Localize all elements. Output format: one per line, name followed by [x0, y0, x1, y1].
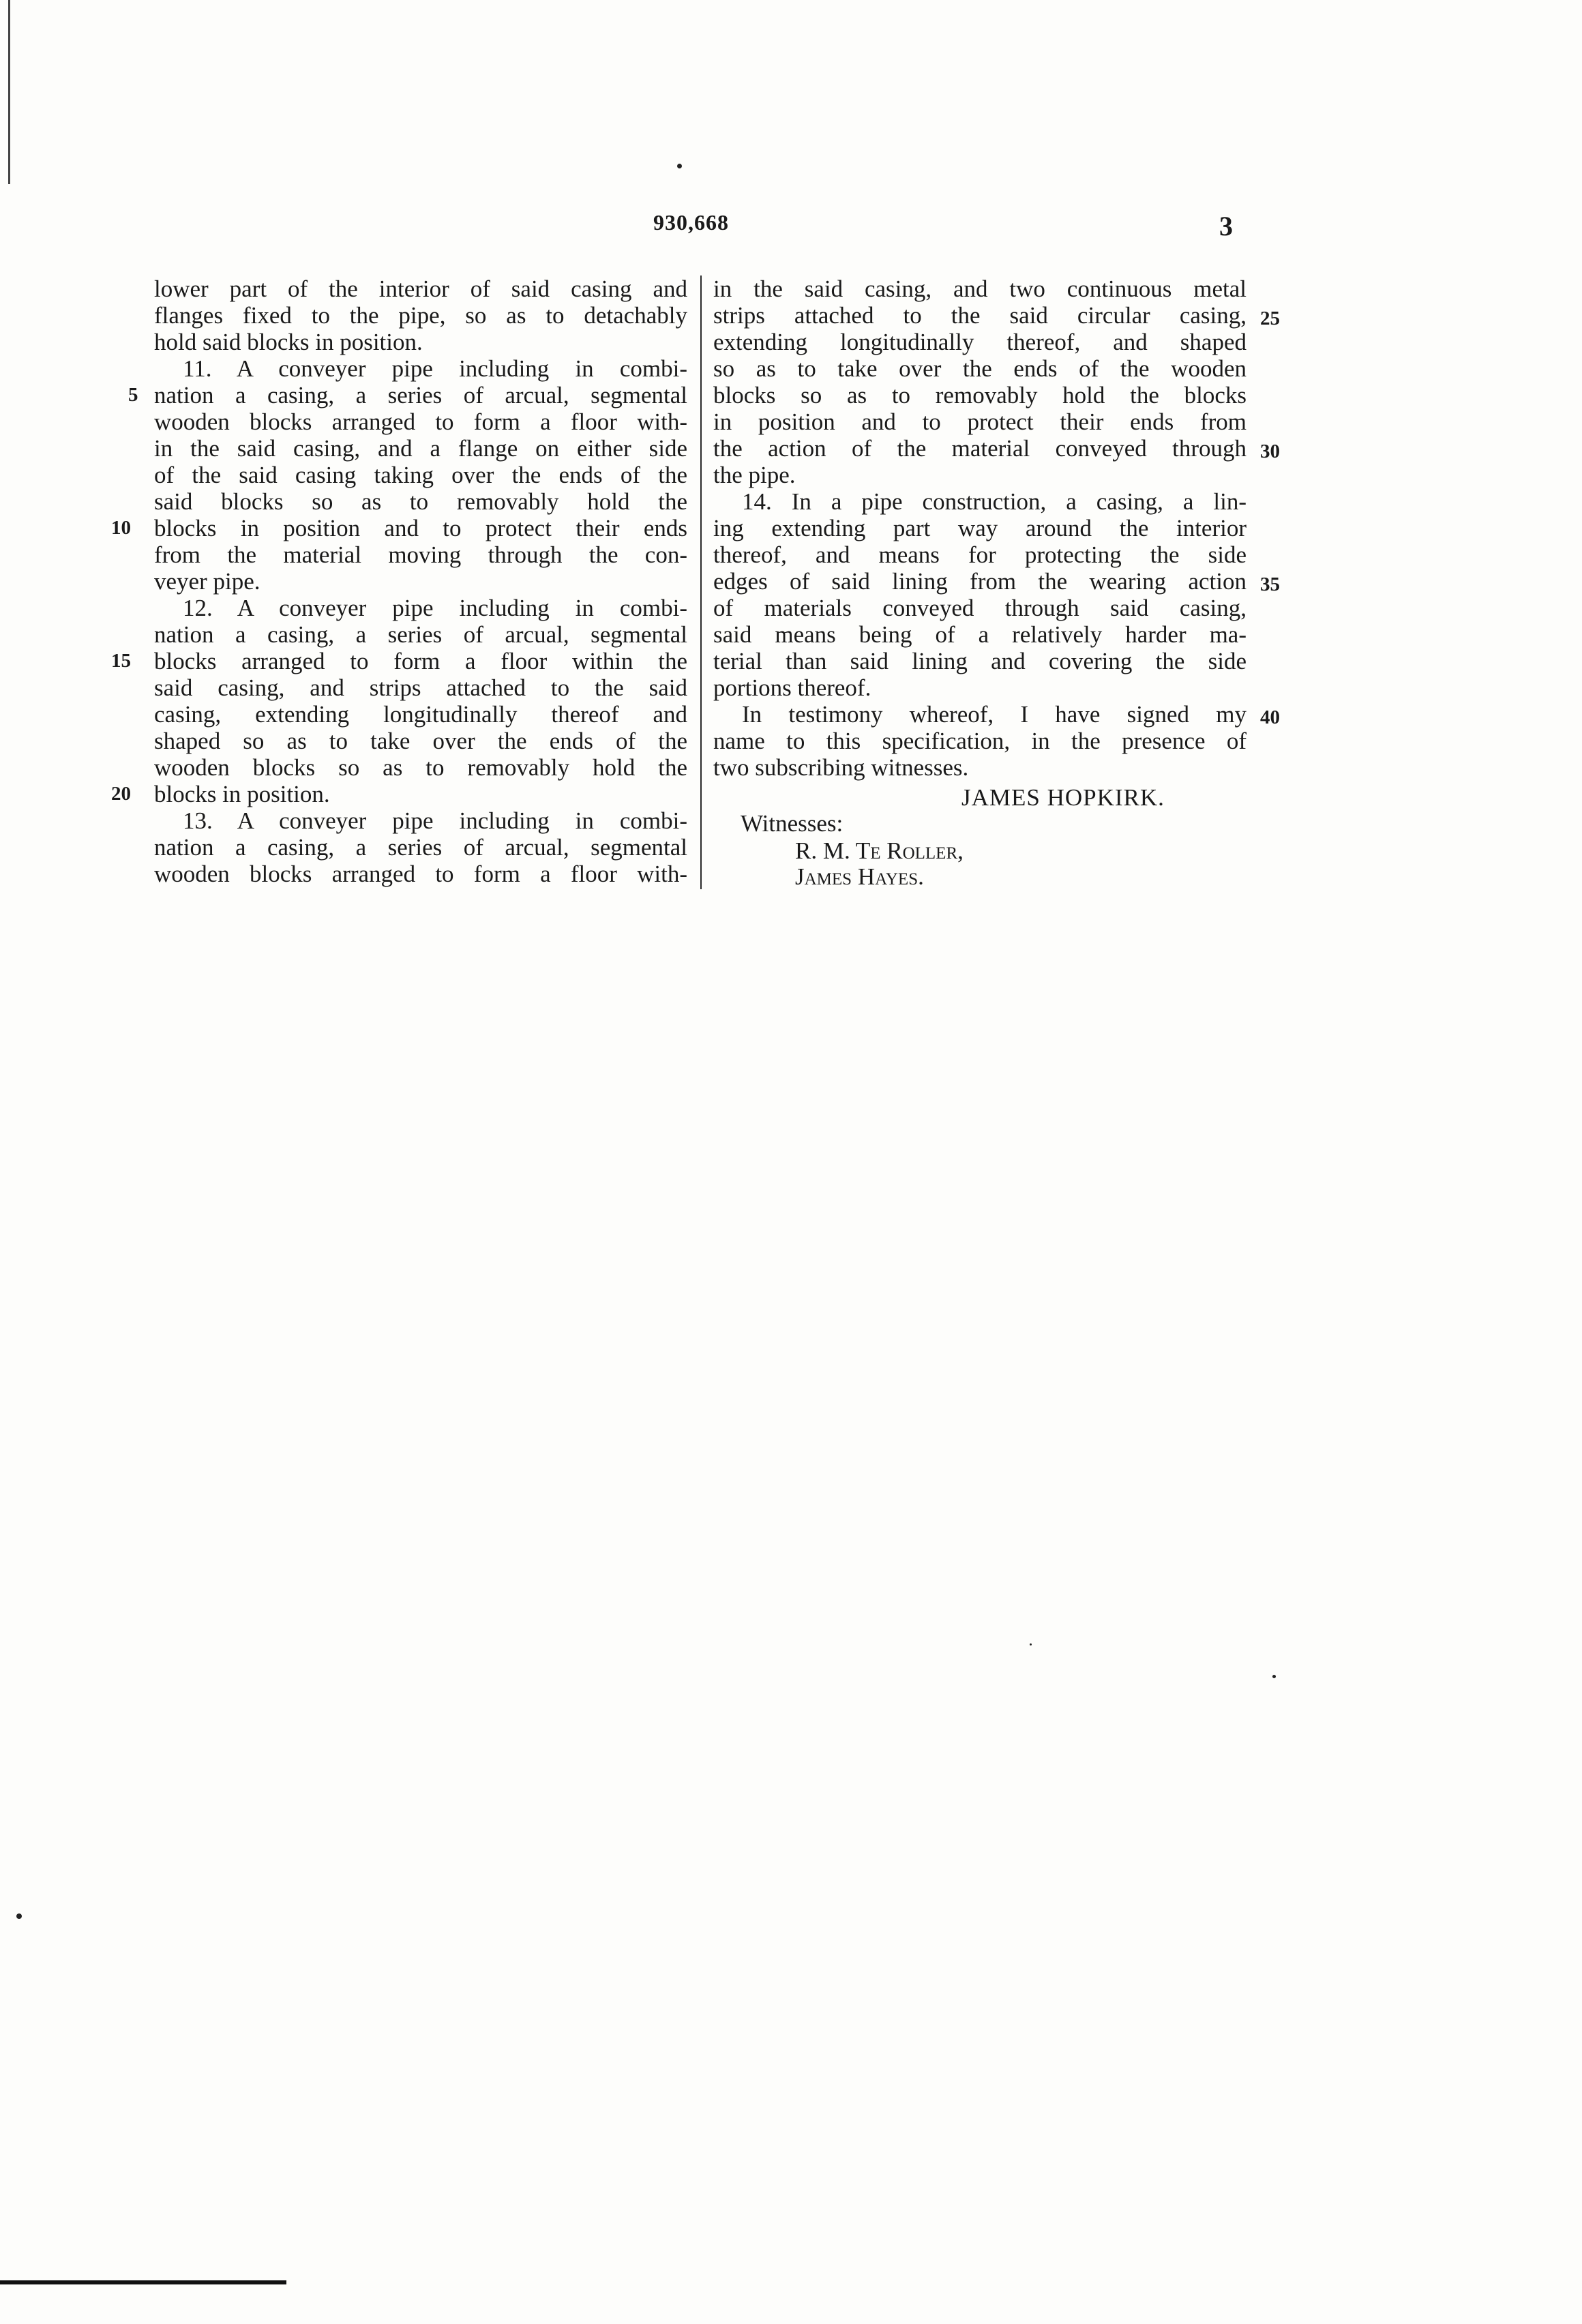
text-line: shaped so as to take over the ends of the	[154, 728, 687, 754]
scan-speck	[1272, 1675, 1276, 1678]
text-line: in position and to protect their ends from	[713, 408, 1247, 435]
text-line: said blocks so as to removably hold the	[154, 488, 687, 515]
inventor-signature: JAMES HOPKIRK.	[961, 784, 1165, 811]
line-number: 25	[1260, 308, 1280, 329]
text-line: blocks arranged to form a floor within the	[154, 648, 687, 674]
text-line: name to this specification, in the presence of	[713, 728, 1247, 754]
line-number: 15	[111, 650, 131, 672]
claim-start-line: 13. A conveyer pipe including in combi-	[183, 807, 687, 834]
text-line: nation a casing, a series of arcual, segmental	[154, 382, 687, 408]
text-line: blocks so as to removably hold the blocks	[713, 382, 1247, 408]
text-line: so as to take over the ends of the wooden	[713, 355, 1247, 382]
witness-name: R. M. Te Roller,	[795, 837, 964, 864]
text-line: terial than said lining and covering the side	[713, 648, 1247, 674]
line-number: 35	[1260, 573, 1280, 595]
text-line: blocks in position.	[154, 781, 330, 807]
scan-speck	[677, 164, 682, 168]
witness-name: James Hayes.	[795, 863, 924, 890]
testimony-start-line: In testimony whereof, I have signed my	[742, 701, 1247, 728]
text-line: veyer pipe.	[154, 568, 260, 595]
text-line: hold said blocks in position.	[154, 329, 423, 355]
text-line: two subscribing witnesses.	[713, 754, 969, 781]
text-line: wooden blocks arranged to form a floor with-	[154, 408, 687, 435]
text-line: wooden blocks arranged to form a floor with-	[154, 861, 687, 887]
scan-speck	[1030, 1643, 1032, 1645]
text-line: lower part of the interior of said casing and	[154, 275, 687, 302]
text-line: in the said casing, and two continuous metal	[713, 275, 1247, 302]
text-line: nation a casing, a series of arcual, segmental	[154, 621, 687, 648]
text-line: ing extending part way around the interior	[713, 515, 1247, 541]
text-line: in the said casing, and a flange on either side	[154, 435, 687, 462]
claim-start-line: 14. In a pipe construction, a casing, a lin-	[742, 488, 1247, 515]
line-number: 30	[1260, 441, 1280, 462]
patent-number: 930,668	[653, 210, 729, 235]
text-line: extending longitudinally thereof, and shaped	[713, 329, 1247, 355]
claim-start-line: 11. A conveyer pipe including in combi-	[183, 355, 687, 382]
page-number: 3	[1219, 211, 1233, 241]
text-line: thereof, and means for protecting the side	[713, 541, 1247, 568]
text-line: of materials conveyed through said casing,	[713, 595, 1247, 621]
text-line: said casing, and strips attached to the said	[154, 674, 687, 701]
line-number: 10	[111, 517, 131, 539]
text-line: flanges fixed to the pipe, so as to detachably	[154, 302, 687, 329]
left-column	[154, 275, 687, 887]
line-number: 5	[128, 384, 138, 406]
text-line: nation a casing, a series of arcual, segmental	[154, 834, 687, 861]
text-line: blocks in position and to protect their ends	[154, 515, 687, 541]
text-line: wooden blocks so as to removably hold the	[154, 754, 687, 781]
line-number: 20	[111, 783, 131, 805]
text-line: edges of said lining from the wearing action	[713, 568, 1247, 595]
right-column	[713, 275, 1247, 781]
scan-edge-mark	[8, 0, 10, 184]
scan-speck	[16, 1913, 22, 1919]
text-line: from the material moving through the con-	[154, 541, 687, 568]
text-line: the action of the material conveyed through	[713, 435, 1247, 462]
text-line: the pipe.	[713, 462, 796, 488]
text-line: casing, extending longitudinally thereof and	[154, 701, 687, 728]
line-number: 40	[1260, 706, 1280, 728]
bottom-rule	[0, 2280, 286, 2284]
witnesses-label: Witnesses:	[741, 810, 844, 837]
text-line: said means being of a relatively harder ma-	[713, 621, 1247, 648]
text-line: portions thereof.	[713, 674, 871, 701]
text-line: strips attached to the said circular casing,	[713, 302, 1247, 329]
text-line: of the said casing taking over the ends of the	[154, 462, 687, 488]
column-divider	[700, 275, 702, 889]
claim-start-line: 12. A conveyer pipe including in combi-	[183, 595, 687, 621]
